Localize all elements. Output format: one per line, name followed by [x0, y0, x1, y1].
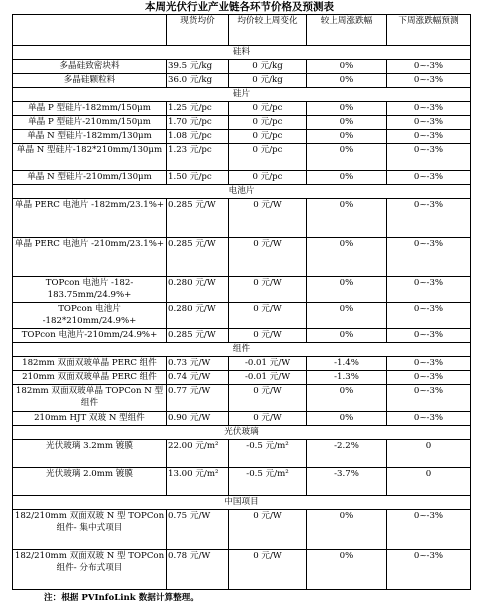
- product-name: TOPcon 电池片-210mm/24.9%+: [13, 329, 167, 343]
- weekly-pct: 0%: [307, 550, 387, 590]
- spot-price: 0.280 元/W: [167, 303, 229, 329]
- price-change: -0.01 元/W: [229, 357, 307, 371]
- table-row: [13, 440, 471, 468]
- header-cell: 较上周涨跌幅: [307, 15, 387, 46]
- price-change: 0 元/pc: [229, 144, 307, 171]
- price-change: 0 元/W: [229, 385, 307, 412]
- price-change: 0 元/W: [229, 412, 307, 426]
- product-name: TOPcon 电池片 -182*210mm/24.9%+: [13, 303, 167, 329]
- section-title: 中国项目: [13, 496, 471, 510]
- section-row: [13, 496, 471, 510]
- price-change: 0 元/W: [229, 303, 307, 329]
- weekly-pct: 0%: [307, 303, 387, 329]
- table-row: [13, 277, 471, 303]
- header-cell: 均价较上周变化: [229, 15, 307, 46]
- weekly-pct: 0%: [307, 171, 387, 185]
- weekly-pct: -1.4%: [307, 357, 387, 371]
- price-change: 0 元/pc: [229, 171, 307, 185]
- forecast: 0: [387, 440, 471, 468]
- table-row: [13, 468, 471, 496]
- table-row: [13, 385, 471, 412]
- product-name: 光伏玻璃 2.0mm 镀膜: [13, 468, 167, 496]
- forecast: 0~-3%: [387, 550, 471, 590]
- spot-price: 0.74 元/W: [167, 371, 229, 385]
- spot-price: 0.285 元/W: [167, 329, 229, 343]
- forecast: 0~-3%: [387, 303, 471, 329]
- forecast: 0~-3%: [387, 510, 471, 550]
- price-change: -0.01 元/W: [229, 371, 307, 385]
- table-row: [13, 371, 471, 385]
- product-name: 多晶硅颗粒料: [13, 74, 167, 88]
- section-title: 光伏玻璃: [13, 426, 471, 440]
- header-cell: [13, 15, 167, 46]
- forecast: 0~-3%: [387, 102, 471, 116]
- table-row: [13, 550, 471, 590]
- price-change: -0.5 元/m²: [229, 440, 307, 468]
- weekly-pct: 0%: [307, 510, 387, 550]
- spot-price: 0.75 元/W: [167, 510, 229, 550]
- weekly-pct: 0%: [307, 102, 387, 116]
- footnote: 注：根据 PVInfoLink 数据计算整理。: [44, 593, 199, 603]
- spot-price: 36.0 元/kg: [167, 74, 229, 88]
- price-change: 0 元/W: [229, 510, 307, 550]
- forecast: 0~-3%: [387, 412, 471, 426]
- page-title: 本周光伏行业产业链各环节价格及预测表: [145, 1, 334, 13]
- weekly-pct: 0%: [307, 116, 387, 130]
- weekly-pct: 0%: [307, 130, 387, 144]
- table-row: [13, 199, 471, 238]
- spot-price: 0.77 元/W: [167, 385, 229, 412]
- weekly-pct: 0%: [307, 238, 387, 277]
- header-cell: 现货均价: [167, 15, 229, 46]
- header-row: [13, 15, 471, 46]
- forecast: 0~-3%: [387, 385, 471, 412]
- product-name: 单晶 PERC 电池片 -210mm/23.1%+: [13, 238, 167, 277]
- spot-price: 22.00 元/m²: [167, 440, 229, 468]
- spot-price: 1.50 元/pc: [167, 171, 229, 185]
- forecast: 0~-3%: [387, 277, 471, 303]
- section-row: [13, 426, 471, 440]
- product-name: 单晶 N 型硅片-182*210mm/130μm: [13, 144, 167, 171]
- forecast: 0~-3%: [387, 329, 471, 343]
- price-change: -0.5 元/m²: [229, 468, 307, 496]
- weekly-pct: 0%: [307, 412, 387, 426]
- price-change: 0 元/kg: [229, 74, 307, 88]
- section-row: [13, 185, 471, 199]
- spot-price: 13.00 元/m²: [167, 468, 229, 496]
- price-change: 0 元/W: [229, 238, 307, 277]
- product-name: 光伏玻璃 3.2mm 镀膜: [13, 440, 167, 468]
- product-name: 210mm 双面双玻单晶 PERC 组件: [13, 371, 167, 385]
- forecast: 0~-3%: [387, 357, 471, 371]
- product-name: 182mm 双面双玻单晶 TOPCon N 型组件: [13, 385, 167, 412]
- table-row: [13, 102, 471, 116]
- section-row: [13, 46, 471, 60]
- spot-price: 1.70 元/pc: [167, 116, 229, 130]
- product-name: 单晶 N 型硅片-210mm/130μm: [13, 171, 167, 185]
- spot-price: 0.90 元/W: [167, 412, 229, 426]
- spot-price: 0.78 元/W: [167, 550, 229, 590]
- price-change: 0 元/W: [229, 199, 307, 238]
- table-row: [13, 303, 471, 329]
- product-name: 210mm HJT 双玻 N 型组件: [13, 412, 167, 426]
- table-row: [13, 238, 471, 277]
- table-row: [13, 74, 471, 88]
- spot-price: 1.23 元/pc: [167, 144, 229, 171]
- price-change: 0 元/W: [229, 277, 307, 303]
- spot-price: 0.285 元/W: [167, 238, 229, 277]
- weekly-pct: 0%: [307, 329, 387, 343]
- spot-price: 1.08 元/pc: [167, 130, 229, 144]
- price-change: 0 元/pc: [229, 102, 307, 116]
- weekly-pct: -3.7%: [307, 468, 387, 496]
- weekly-pct: 0%: [307, 199, 387, 238]
- product-name: 单晶 PERC 电池片 -182mm/23.1%+: [13, 199, 167, 238]
- section-row: [13, 88, 471, 102]
- product-name: TOPcon 电池片 -182-183.75mm/24.9%+: [13, 277, 167, 303]
- product-name: 单晶 N 型硅片-182mm/130μm: [13, 130, 167, 144]
- price-table: [12, 14, 471, 590]
- table-row: [13, 412, 471, 426]
- forecast: 0~-3%: [387, 74, 471, 88]
- spot-price: 0.285 元/W: [167, 199, 229, 238]
- table-row: [13, 130, 471, 144]
- price-change: 0 元/pc: [229, 116, 307, 130]
- spot-price: 0.280 元/W: [167, 277, 229, 303]
- table-row: [13, 357, 471, 371]
- price-change: 0 元/W: [229, 550, 307, 590]
- forecast: 0~-3%: [387, 116, 471, 130]
- spot-price: 39.5 元/kg: [167, 60, 229, 74]
- table-row: [13, 116, 471, 130]
- table-row: [13, 329, 471, 343]
- price-change: 0 元/W: [229, 329, 307, 343]
- product-name: 182/210mm 双面双玻 N 型 TOPCon 组件- 分布式项目: [13, 550, 167, 590]
- header-cell: 下周涨跌幅预测: [387, 15, 471, 46]
- product-name: 单晶 P 型硅片-182mm/150μm: [13, 102, 167, 116]
- price-change: 0 元/pc: [229, 130, 307, 144]
- forecast: 0~-3%: [387, 371, 471, 385]
- forecast: 0~-3%: [387, 238, 471, 277]
- forecast: 0: [387, 468, 471, 496]
- weekly-pct: 0%: [307, 144, 387, 171]
- section-row: [13, 343, 471, 357]
- product-name: 单晶 P 型硅片-210mm/150μm: [13, 116, 167, 130]
- forecast: 0~-3%: [387, 130, 471, 144]
- forecast: 0~-3%: [387, 144, 471, 171]
- section-title: 组件: [13, 343, 471, 357]
- product-name: 182mm 双面双玻单晶 PERC 组件: [13, 357, 167, 371]
- table-row: [13, 171, 471, 185]
- section-title: 硅料: [13, 46, 471, 60]
- table-row: [13, 144, 471, 171]
- weekly-pct: 0%: [307, 60, 387, 74]
- weekly-pct: -2.2%: [307, 440, 387, 468]
- product-name: 182/210mm 双面双玻 N 型 TOPCon 组件- 集中式项目: [13, 510, 167, 550]
- price-change: 0 元/kg: [229, 60, 307, 74]
- spot-price: 1.25 元/pc: [167, 102, 229, 116]
- table-row: [13, 510, 471, 550]
- table-row: [13, 60, 471, 74]
- weekly-pct: 0%: [307, 74, 387, 88]
- spot-price: 0.73 元/W: [167, 357, 229, 371]
- forecast: 0~-3%: [387, 171, 471, 185]
- section-title: 硅片: [13, 88, 471, 102]
- weekly-pct: 0%: [307, 385, 387, 412]
- forecast: 0~-3%: [387, 199, 471, 238]
- forecast: 0~-3%: [387, 60, 471, 74]
- weekly-pct: -1.3%: [307, 371, 387, 385]
- section-title: 电池片: [13, 185, 471, 199]
- product-name: 多晶硅致密块料: [13, 60, 167, 74]
- weekly-pct: 0%: [307, 277, 387, 303]
